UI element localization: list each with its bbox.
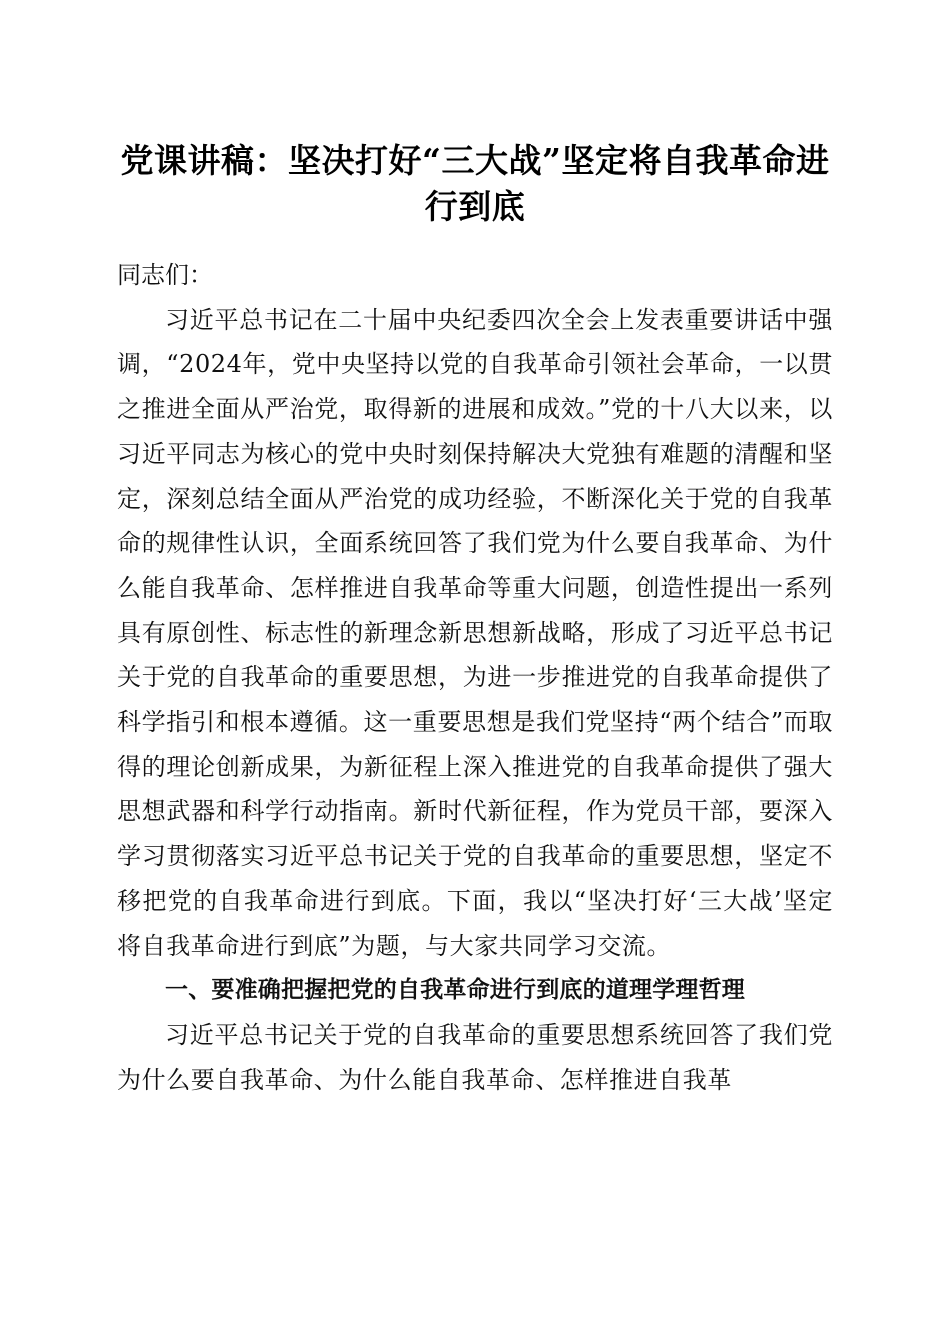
intro-paragraph: 习近平总书记在二十届中央纪委四次全会上发表重要讲话中强调，“2024年，党中央坚持以党的自我革命引领社会革命，一以贯之推进全面从严治党，取得新的进展和成效。”党的十八大以来，以习近平同志为核心的党中央时刻保持解决大党独有难题的清醒和坚定，深刻总结全面从严治党的成功经验，不断深化关于党的自我革命的规律性认识，全面系统回答了我们党为什么要自我革命、为什么能自我革命、怎样推进自我革命等重大问题，创造性提出一系列具有原创性、标志性的新理念新思想新战略，形成了习近平总书记关于党的自我革命的重要思想，为进一步推进党的自我革命提供了科学指引和根本遵循。这一重要思想是我们党坚持“两个结合”而取得的理论创新成果，为新征程上深入推进党的自我革命提供了强大思想武器和科学行动指南。新时代新征程，作为党员干部，要深入学习贯彻落实习近平总书记关于党的自我革命的重要思想，坚定不移把党的自我革命进行到底。下面，我以“坚决打好‘三大战’坚定将自我革命进行到底”为题，与大家共同学习交流。	[117, 305, 833, 960]
document-title: 党课讲稿：坚决打好“三大战”坚定将自我革命进行到底	[120, 141, 830, 226]
section-paragraph: 习近平总书记关于党的自我革命的重要思想系统回答了我们党为什么要自我革命、为什么能自我革命、怎样推进自我革	[117, 1020, 833, 1094]
section-heading: 一、要准确把握把党的自我革命进行到底的道理学理哲理	[165, 977, 745, 1004]
salutation: 同志们：	[117, 261, 213, 289]
document-body	[117, 253, 833, 1102]
